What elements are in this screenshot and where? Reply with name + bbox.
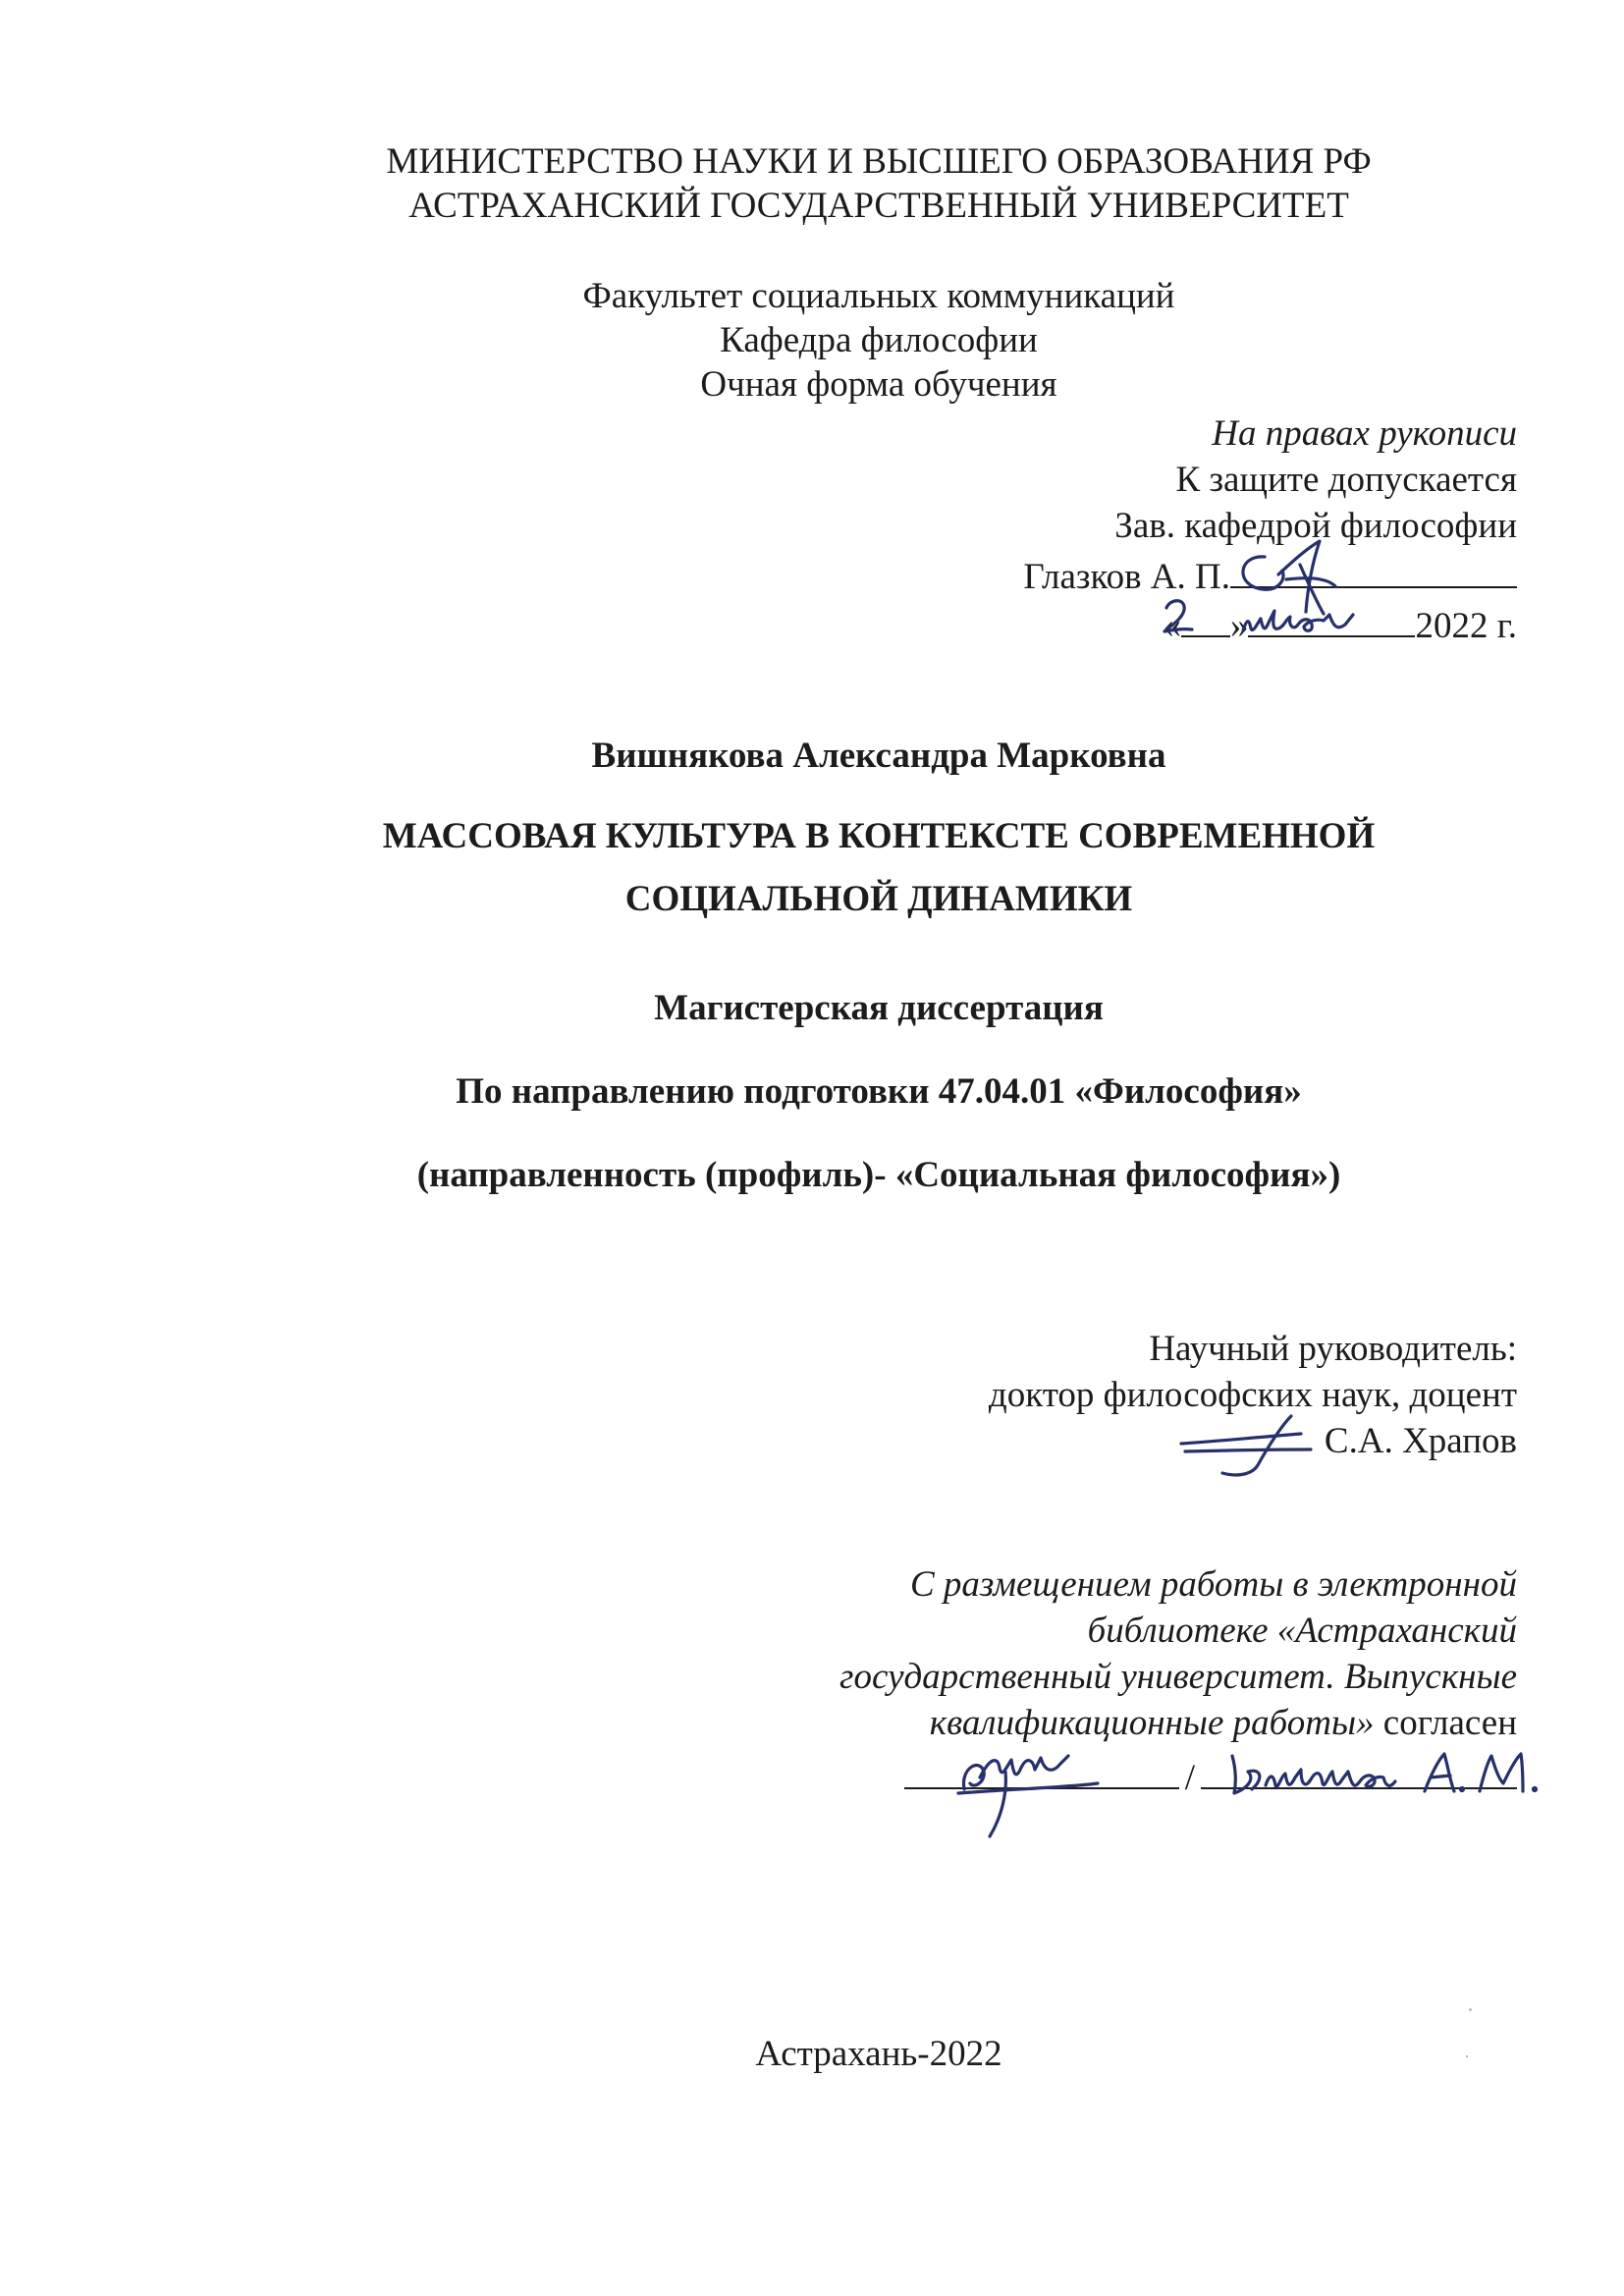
university-name: АСТРАХАНСКИЙ ГОСУДАРСТВЕННЫЙ УНИВЕРСИТЕТ bbox=[408, 186, 1349, 226]
head-of-department-label: Зав. кафедрой философии bbox=[1114, 506, 1517, 546]
ministry-name: МИНИСТЕРСТВО НАУКИ И ВЫСШЕГО ОБРАЗОВАНИЯ РФ bbox=[386, 141, 1372, 182]
date-close-quote: » bbox=[1229, 606, 1249, 646]
study-form: Очная форма обучения bbox=[700, 364, 1057, 405]
consent-line4-regular: согласен bbox=[1374, 1703, 1517, 1743]
supervisor-label: Научный руководитель: bbox=[1149, 1329, 1517, 1369]
admission-note: К защите допускается bbox=[1175, 460, 1517, 500]
study-profile: (направленность (профиль)- «Социальная философия») bbox=[416, 1155, 1341, 1195]
work-type: Магистерская диссертация bbox=[654, 988, 1104, 1028]
consent-line2: библиотеке «Астраханский bbox=[1087, 1611, 1517, 1651]
scan-speck bbox=[1469, 2008, 1472, 2011]
consent-line1: С размещением работы в электронной bbox=[909, 1564, 1517, 1605]
date-open-quote: « bbox=[1163, 606, 1181, 646]
date-day-handwritten bbox=[1161, 594, 1196, 637]
scan-speck bbox=[1466, 2055, 1468, 2057]
consent-line3: государственный университет. Выпускные bbox=[839, 1657, 1517, 1697]
consent-separator: / bbox=[1184, 1758, 1195, 1798]
thesis-title-line1: МАССОВАЯ КУЛЬТУРА В КОНТЕКСТЕ СОВРЕМЕННОЙ bbox=[382, 816, 1376, 856]
date-day-ink bbox=[1161, 594, 1196, 637]
head-name: Глазков А. П. bbox=[1023, 557, 1230, 597]
author-handwritten-name-ink bbox=[1222, 1746, 1566, 1801]
date-month-handwritten bbox=[1239, 601, 1367, 640]
supervisor-signature bbox=[1173, 1404, 1330, 1483]
consent-line4-italic: квалификационные работы» bbox=[929, 1703, 1375, 1743]
author-signature bbox=[950, 1738, 1117, 1846]
city-year: Астрахань-2022 bbox=[755, 2034, 1002, 2074]
department-name: Кафедра философии bbox=[720, 320, 1038, 360]
author-handwritten-name bbox=[1222, 1746, 1566, 1801]
manuscript-rights: На правах рукописи bbox=[1212, 413, 1517, 454]
study-direction: По направлению подготовки 47.04.01 «Философия» bbox=[456, 1071, 1302, 1112]
faculty-name: Факультет социальных коммуникаций bbox=[582, 276, 1175, 316]
supervisor-name: С.А. Храпов bbox=[1324, 1421, 1517, 1461]
author-name: Вишнякова Александра Марковна bbox=[591, 736, 1166, 776]
date-month-ink bbox=[1239, 601, 1367, 640]
supervisor-degree: доктор философских наук, доцент bbox=[988, 1375, 1517, 1415]
thesis-title-line2: СОЦИАЛЬНОЙ ДИНАМИКИ bbox=[624, 879, 1133, 919]
date-year: 2022 г. bbox=[1415, 606, 1517, 646]
